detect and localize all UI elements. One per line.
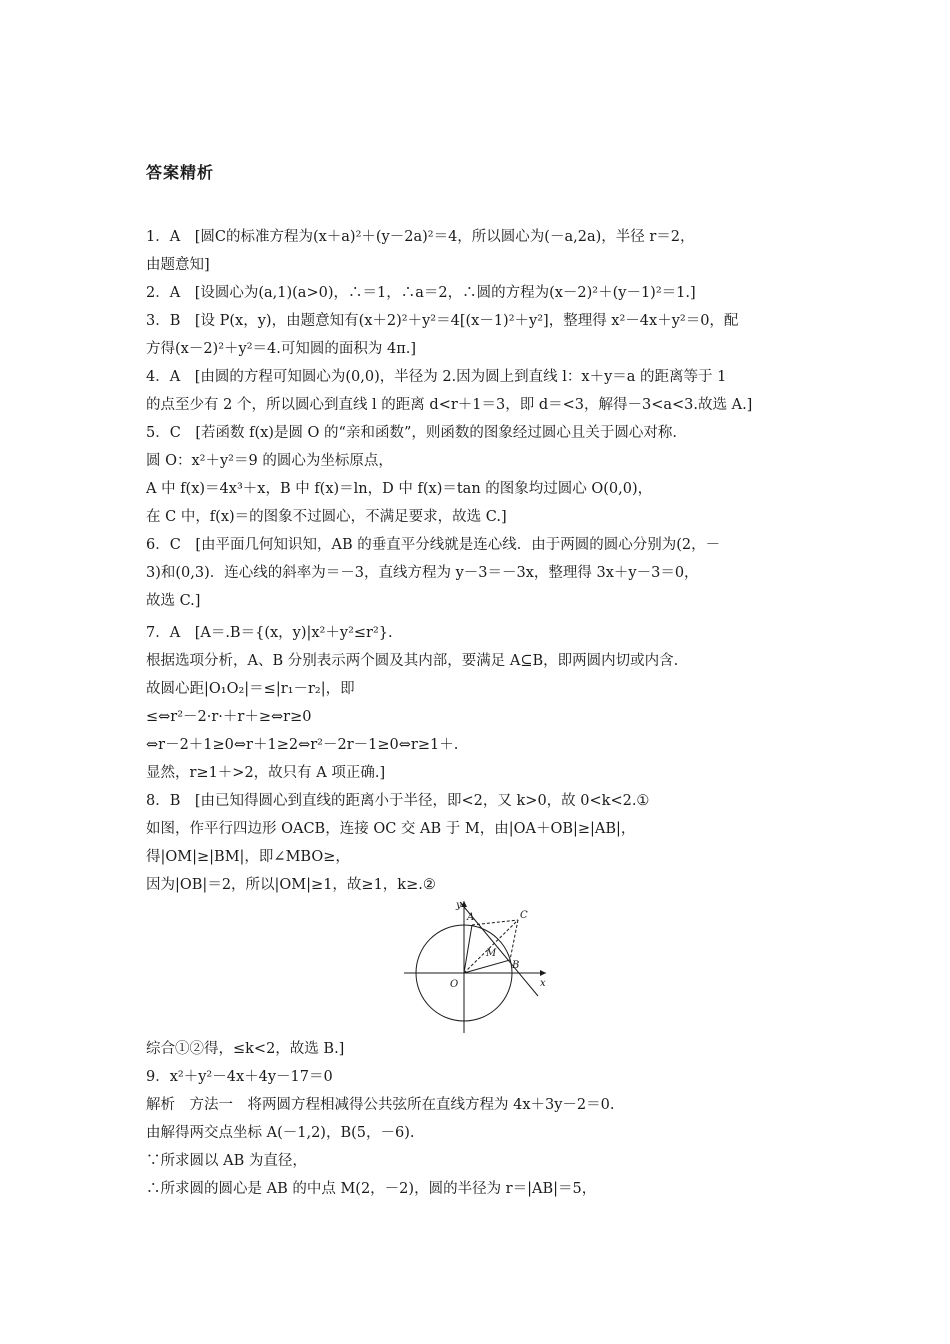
label-x: x: [540, 978, 546, 989]
x-axis-arrow: [540, 970, 546, 976]
text-line: 方得(x－2)²＋y²＝4.可知圆的面积为 4π.]: [146, 341, 416, 357]
text-line: A 中 f(x)＝4x³＋x，B 中 f(x)＝ln，D 中 f(x)＝tan 的图象均过圆心 O(0,0)，: [146, 481, 653, 497]
label-O: O: [450, 979, 459, 990]
label-B: B: [512, 960, 520, 971]
text-line: 显然，r≥1＋>2，故只有 A 项正确.]: [146, 765, 386, 781]
text-line: ⇔r－2＋1≥0⇔r＋1≥2⇔r²－2r－1≥0⇔r≥1＋.: [146, 737, 459, 753]
label-C: C: [520, 910, 528, 921]
label-M: M: [486, 948, 497, 959]
text-line: 3．B [设 P(x，y)，由题意知有(x＋2)²＋y²＝4[(x－1)²＋y²]，整理得 x²－4x＋y²＝0，配: [146, 313, 739, 329]
text-line: 5．C [若函数 f(x)是圆 O 的“亲和函数”，则函数的图象经过圆心且关于圆心对称.: [146, 425, 677, 441]
label-y: y: [456, 900, 462, 911]
text-line: 1．A [圆C的标准方程为(x＋a)²＋(y－2a)²＝4，所以圆心为(－a,2a)，半径 r＝2，: [146, 229, 695, 245]
text-line: 解析 方法一 将两圆方程相减得公共弦所在直线方程为 4x＋3y－2＝0.: [146, 1097, 615, 1113]
label-A: A: [467, 912, 475, 923]
text-line: 4．A [由圆的方程可知圆心为(0,0)，半径为 2.因为圆上到直线 l：x＋y＝a 的距离等于 1: [146, 369, 727, 385]
text-line: 由解得两交点坐标 A(－1,2)，B(5，－6).: [146, 1125, 415, 1141]
geometry-figure: [400, 898, 550, 1033]
text-line: 综合①②得，≤k<2，故选 B.]: [146, 1041, 345, 1057]
text-line: ∴所求圆的圆心是 AB 的中点 M(2，－2)，圆的半径为 r＝|AB|＝5，: [146, 1181, 597, 1197]
text-line: 9．x²＋y²－4x＋4y－17＝0: [146, 1069, 333, 1085]
text-line: 圆 O：x²＋y²＝9 的圆心为坐标原点，: [146, 453, 393, 469]
segment-OB: [464, 960, 510, 973]
text-line: 故圆心距|O₁O₂|＝≤|r₁－r₂|，即: [146, 681, 355, 697]
text-line: 的点至少有 2 个，所以圆心到直线 l 的距离 d<r＋1＝3，即 d＝<3，解得－3<a<3.故选 A.]: [146, 397, 753, 413]
text-line: 8．B [由已知得圆心到直线的距离小于半径，即<2，又 k>0，故 0<k<2.①: [146, 793, 650, 809]
text-line: 2．A [设圆心为(a,1)(a>0)，∴＝1，∴a＝2，∴圆的方程为(x－2)²＋(y－1)²＝1.]: [146, 285, 696, 301]
segment-AC: [472, 920, 518, 925]
text-line: 故选 C.]: [146, 593, 201, 609]
text-line: 根据选项分析，A、B 分别表示两个圆及其内部，要满足 A⊆B，即两圆内切或内含.: [146, 653, 679, 669]
text-line: 6．C [由平面几何知识知，AB 的垂直平分线就是连心线．由于两圆的圆心分别为(2，－: [146, 537, 721, 553]
text-line: 因为|OB|＝2，所以|OM|≥1，故≥1，k≥.②: [146, 877, 436, 893]
text-line: 7．A [A＝.B＝{(x，y)|x²＋y²≤r²}.: [146, 625, 393, 641]
text-line: 得|OM|≥|BM|，即∠MBO≥，: [146, 849, 350, 865]
text-line: 由题意知]: [146, 257, 210, 273]
text-line: 如图，作平行四边形 OACB，连接 OC 交 AB 于 M，由|OA＋OB|≥|AB|，: [146, 821, 636, 837]
text-line: 在 C 中，f(x)＝的图象不过圆心，不满足要求，故选 C.]: [146, 509, 507, 525]
text-line: ∵所求圆以 AB 为直径，: [146, 1153, 307, 1169]
section-heading: 答案精析: [146, 163, 215, 182]
segment-OA: [464, 925, 472, 973]
text-line: 3)和(0,3)．连心线的斜率为＝－3，直线方程为 y－3＝－3x，整理得 3x＋y－3＝0，: [146, 565, 699, 581]
text-line: ≤⇔r²－2·r·＋r＋≥⇔r≥0: [146, 709, 312, 725]
